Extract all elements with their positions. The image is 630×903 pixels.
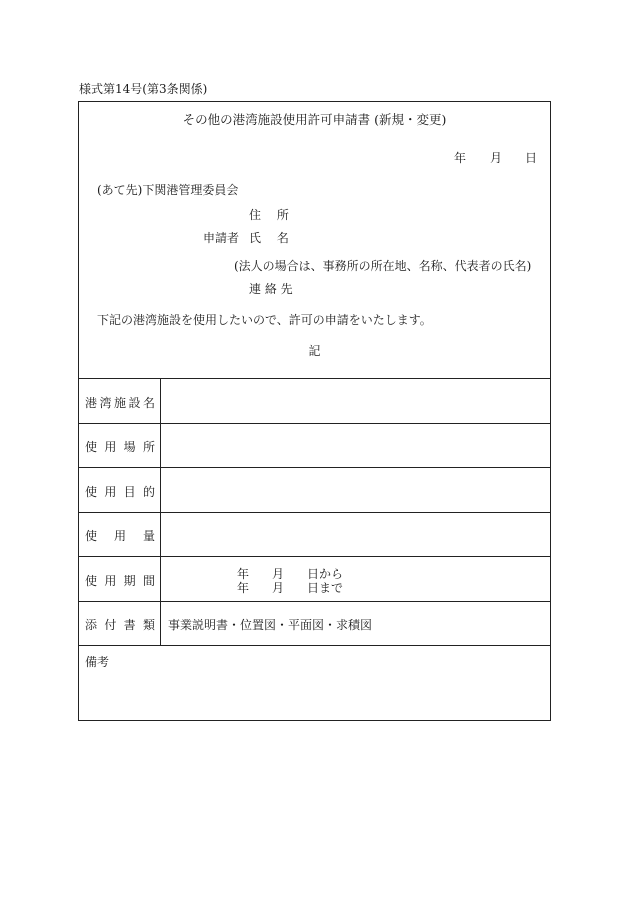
- date-year: 年: [454, 151, 467, 165]
- period-start-month: 月: [272, 567, 285, 581]
- ki-heading: 記: [308, 344, 321, 358]
- period-end-month: 月: [272, 581, 285, 595]
- corporate-note: (法人の場合は、事務所の所在地、名称、代表者の氏名): [234, 259, 532, 273]
- name-label: 氏 名: [249, 231, 289, 245]
- period-end-year: 年: [237, 581, 250, 595]
- row-label-quantity: 使 用 量: [85, 529, 155, 543]
- contact-label: 連 絡 先: [249, 282, 293, 296]
- row-label-purpose: 使 用 目 的: [85, 485, 155, 499]
- addressee: (あて先)下関港管理委員会: [97, 183, 239, 197]
- period-end-day: 日まで: [307, 581, 344, 595]
- row-label-attachments: 添 付 書 類: [85, 618, 155, 632]
- application-form: [78, 101, 551, 721]
- form-number-label: 様式第14号(第3条関係): [79, 82, 208, 96]
- column-divider: [160, 378, 161, 645]
- row-label-facility-name: 港 湾 施 設 名: [85, 396, 155, 410]
- period-start-day: 日から: [307, 567, 344, 581]
- period-start-year: 年: [237, 567, 250, 581]
- date-month: 月: [490, 151, 503, 165]
- form-title: その他の港湾施設使用許可申請書 (新規・変更): [182, 112, 447, 127]
- divider: [79, 601, 550, 602]
- address-label: 住 所: [249, 208, 289, 222]
- divider: [79, 467, 550, 468]
- application-statement: 下記の港湾施設を使用したいので、許可の申請をいたします。: [97, 313, 432, 327]
- divider: [79, 556, 550, 557]
- divider: [79, 378, 550, 379]
- attachments-value: 事業説明書・位置図・平面図・求積図: [168, 618, 373, 632]
- date-day: 日: [525, 151, 538, 165]
- divider: [79, 423, 550, 424]
- applicant-label: 申請者: [203, 231, 240, 245]
- row-label-location: 使 用 場 所: [85, 440, 155, 454]
- row-label-period: 使 用 期 間: [85, 574, 155, 588]
- remarks-label: 備考: [85, 655, 110, 669]
- divider: [79, 645, 550, 646]
- divider: [79, 512, 550, 513]
